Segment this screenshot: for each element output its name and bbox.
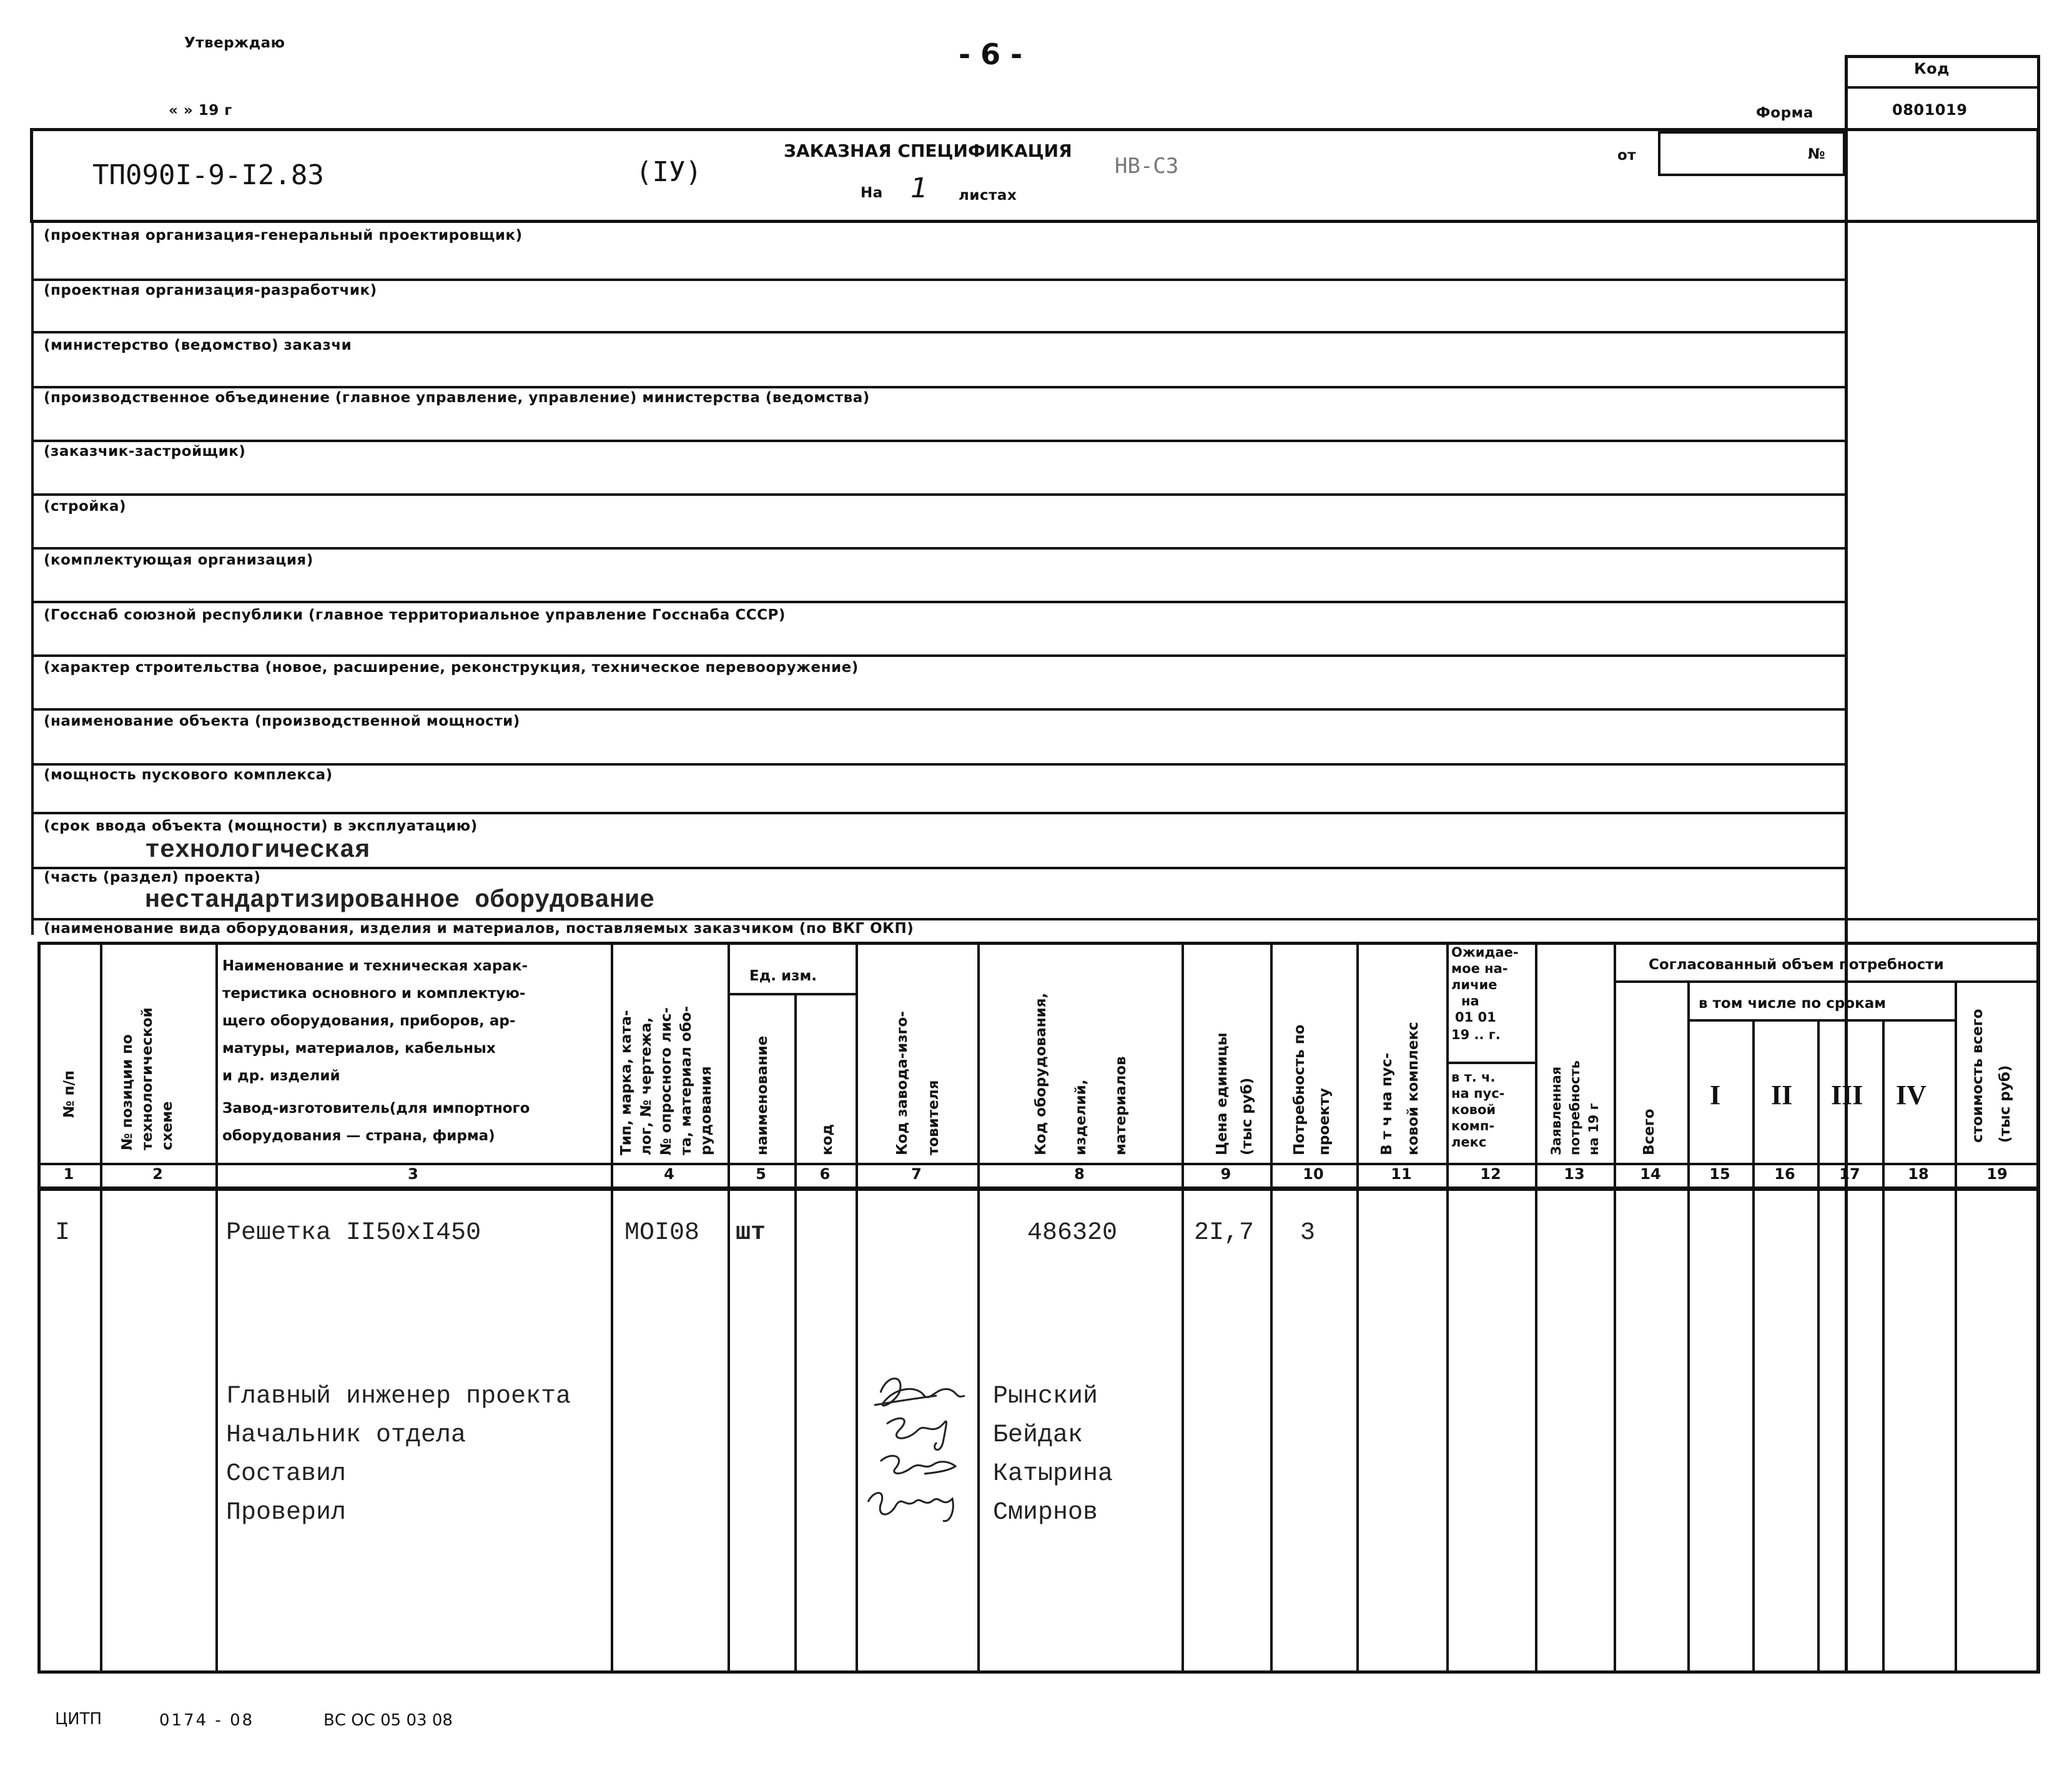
h-quarter-4: IV bbox=[1896, 1080, 1926, 1110]
h-quarter-2: II bbox=[1771, 1080, 1793, 1110]
typed-equipment-kind: нестандартизированное оборудование bbox=[145, 887, 655, 915]
h-equip-code-1: Код оборудования, bbox=[1033, 992, 1049, 1155]
page-number: - 6 - bbox=[959, 37, 1023, 71]
code-label: Код bbox=[1914, 60, 1950, 77]
approve-label: Утверждаю bbox=[184, 35, 285, 51]
row-item-name: Решетка II50хI450 bbox=[226, 1219, 481, 1247]
col-line bbox=[1817, 1019, 1820, 1674]
field-customer: (заказчик-застройщик) bbox=[44, 443, 246, 460]
h-name-1: Наименование и техническая харак- bbox=[222, 958, 528, 974]
field-general-designer: (проектная организация-генеральный проектировщик) bbox=[44, 227, 523, 244]
h-equip-code-2: изделий, bbox=[1073, 1079, 1089, 1155]
h-expected-launch-3: ковой bbox=[1451, 1102, 1496, 1117]
h-by-terms: в том числе по срокам bbox=[1699, 995, 1887, 1012]
h-cost-1: стоимость всего bbox=[1970, 1009, 1986, 1143]
field-commission-date: (срок ввода объекта (мощности) в эксплуатацию) bbox=[44, 818, 478, 834]
col-number: 2 bbox=[152, 1165, 163, 1183]
h-need-2: проекту bbox=[1316, 1088, 1333, 1155]
field-ministry: (министерство (ведомство) заказчи bbox=[44, 337, 352, 353]
col-number: 19 bbox=[1986, 1165, 2008, 1183]
h-name-2: теристика основного и комплектую- bbox=[222, 985, 526, 1002]
h-type-3: № опросного лис- bbox=[658, 1007, 674, 1155]
h-expected-launch-5: лекс bbox=[1451, 1135, 1487, 1150]
h-type-5: рудования bbox=[698, 1066, 714, 1155]
field-line bbox=[31, 279, 1845, 281]
col-line bbox=[611, 942, 613, 1674]
signature-role: Составил bbox=[226, 1460, 347, 1488]
col-line bbox=[1882, 1019, 1885, 1674]
field-object-name: (наименование объекта (производственной мощности) bbox=[44, 713, 520, 729]
h-row-number: № п/п bbox=[61, 1070, 77, 1118]
field-capacity: (мощность пускового комплекса) bbox=[44, 767, 333, 783]
field-line bbox=[31, 331, 1845, 333]
col-number: 12 bbox=[1480, 1165, 1501, 1183]
field-line bbox=[31, 763, 1845, 766]
field-project-part: (часть (раздел) проекта) bbox=[44, 869, 261, 886]
row-unit: шт bbox=[736, 1219, 766, 1247]
signature-name: Бейдак bbox=[993, 1421, 1083, 1449]
h-unit-code: код bbox=[819, 1124, 836, 1155]
row-equipment-code: 486320 bbox=[1027, 1219, 1118, 1247]
col-number: 17 bbox=[1839, 1165, 1860, 1183]
h-maker-code-2: товителя bbox=[925, 1080, 942, 1155]
h-unit: Ед. изм. bbox=[749, 968, 817, 984]
field-line bbox=[31, 654, 1845, 657]
col-line bbox=[1614, 942, 1616, 1674]
h-quarter-1: I bbox=[1710, 1080, 1721, 1110]
col-number: 15 bbox=[1709, 1165, 1730, 1183]
h-expected-4: на bbox=[1461, 994, 1479, 1009]
signature-name: Рынский bbox=[993, 1383, 1098, 1411]
h-name-4: матуры, материалов, кабельных bbox=[222, 1040, 496, 1057]
col-number: 6 bbox=[819, 1165, 831, 1183]
footer-ref: ВС ОС 05 03 08 bbox=[323, 1711, 453, 1730]
col-number: 18 bbox=[1908, 1165, 1929, 1183]
h-position: № позиции по технологической схеме bbox=[119, 1007, 175, 1150]
h-declared-2: потребность bbox=[1567, 1060, 1582, 1155]
field-gossnab: (Госснаб союзной республики (главное территориальное управление Госснаба СССР) bbox=[44, 607, 786, 623]
col-number: 3 bbox=[408, 1165, 418, 1183]
col-number: 9 bbox=[1220, 1165, 1231, 1183]
row-quantity: 3 bbox=[1300, 1219, 1316, 1247]
h-expected-launch-2: на пус- bbox=[1451, 1086, 1505, 1101]
h-maker-code-1: Код завода-изго- bbox=[894, 1011, 910, 1155]
agreed-subheader-line bbox=[1614, 980, 2040, 983]
col-number: 11 bbox=[1391, 1165, 1412, 1183]
h-price-1: Цена единицы bbox=[1214, 1032, 1230, 1155]
col-line bbox=[794, 993, 797, 1674]
number-row-line bbox=[37, 1187, 2040, 1191]
col-line bbox=[728, 942, 730, 1674]
col-number: 7 bbox=[911, 1165, 922, 1183]
project-code: ТП090I-9-I2.83 bbox=[92, 159, 324, 191]
h-type-4: та, материал обо- bbox=[678, 1005, 694, 1155]
h-declared-1: Заявленная bbox=[1549, 1066, 1564, 1155]
col-line bbox=[1356, 942, 1359, 1674]
signature-role: Главный инженер проекта bbox=[226, 1383, 571, 1411]
field-construction-type: (характер строительства (новое, расширение, реконструкция, техническое перевооружение) bbox=[44, 659, 859, 676]
h-unit-name: наименование bbox=[754, 1035, 771, 1155]
form-label: Форма bbox=[1756, 105, 1813, 121]
field-line bbox=[31, 440, 1845, 442]
signature-name: Смирнов bbox=[993, 1499, 1098, 1527]
h-expected-6: 19 .. г. bbox=[1451, 1027, 1501, 1042]
field-line bbox=[31, 386, 1845, 388]
col-line bbox=[977, 942, 980, 1674]
field-completing-org: (комплектующая организация) bbox=[44, 552, 313, 568]
col-number: 10 bbox=[1303, 1165, 1324, 1183]
field-line bbox=[31, 601, 1845, 603]
col-number: 5 bbox=[756, 1165, 766, 1183]
field-designer: (проектная организация-разработчик) bbox=[44, 282, 377, 298]
col-number: 13 bbox=[1564, 1165, 1585, 1183]
h-equip-code-3: материалов bbox=[1113, 1056, 1129, 1155]
expected-subheader-line bbox=[1446, 1062, 1535, 1064]
col-number: 8 bbox=[1074, 1165, 1085, 1183]
field-line bbox=[31, 493, 1845, 496]
handwritten-signatures bbox=[862, 1368, 974, 1542]
signature-role: Проверил bbox=[226, 1499, 347, 1527]
h-agreed: Согласованный объем потребности bbox=[1649, 957, 1944, 973]
h-expected-2: мое на- bbox=[1451, 961, 1508, 976]
footer-order: 0174 - 08 bbox=[159, 1711, 255, 1730]
col-line bbox=[100, 942, 102, 1674]
col-line bbox=[1446, 942, 1449, 1674]
volume-number: (IУ) bbox=[636, 156, 702, 188]
unit-subheader-line bbox=[728, 993, 856, 995]
spec-number: НВ-С3 bbox=[1115, 154, 1179, 179]
col-line bbox=[1270, 942, 1273, 1674]
from-label: от bbox=[1617, 147, 1637, 164]
col-line bbox=[1182, 942, 1184, 1674]
document-title: ЗАКАЗНАЯ СПЕЦИФИКАЦИЯ bbox=[784, 141, 1072, 161]
approve-date-line: « » 19 г bbox=[169, 102, 232, 119]
field-line bbox=[31, 708, 1845, 711]
h-cost-2: (тыс руб) bbox=[1997, 1065, 2013, 1143]
left-border bbox=[31, 223, 34, 935]
h-launch-2: ковой комплекс bbox=[1405, 1022, 1421, 1155]
form-code: 0801019 bbox=[1892, 101, 1968, 119]
footer-org: ЦИТП bbox=[55, 1710, 102, 1729]
h-name-7: оборудования — страна, фирма) bbox=[222, 1128, 495, 1144]
typed-section: технологическая bbox=[145, 837, 370, 865]
col-number: 14 bbox=[1640, 1165, 1661, 1183]
h-type-2: лог, № чертежа, bbox=[638, 1017, 654, 1155]
row-number: I bbox=[55, 1219, 71, 1247]
field-line bbox=[31, 867, 1845, 869]
sheets-prefix: На bbox=[861, 185, 883, 201]
signature-name: Катырина bbox=[993, 1460, 1113, 1488]
sheets-value: 1 bbox=[910, 172, 928, 204]
field-construction: (стройка) bbox=[44, 498, 126, 515]
h-expected-launch-1: в т. ч. bbox=[1451, 1070, 1496, 1085]
code-divider bbox=[1845, 86, 2040, 89]
field-line bbox=[31, 547, 1845, 550]
col-line bbox=[1752, 1019, 1755, 1674]
h-name-6: Завод-изготовитель(для импортного bbox=[222, 1100, 530, 1117]
sheets-suffix: листах bbox=[959, 187, 1017, 204]
field-equipment-kind: (наименование вида оборудования, изделия и материалов, поставляемых заказчиком (по ВКГ ОКП) bbox=[44, 920, 914, 937]
h-price-2: (тыс руб) bbox=[1239, 1077, 1255, 1155]
h-quarter-3: III bbox=[1831, 1080, 1863, 1110]
field-association: (производственное объединение (главное управление, управление) министерства (ведомства) bbox=[44, 390, 870, 406]
col-line bbox=[856, 942, 858, 1674]
h-type-1: Тип, марка, ката- bbox=[618, 1010, 634, 1155]
h-expected-3: личие bbox=[1451, 977, 1497, 992]
col-number: 4 bbox=[664, 1165, 674, 1183]
row-price: 2I,7 bbox=[1194, 1219, 1255, 1247]
field-line bbox=[31, 812, 1845, 814]
h-need-1: Потребность по bbox=[1291, 1024, 1308, 1155]
terms-subheader-line bbox=[1687, 1019, 1955, 1022]
col-line bbox=[215, 942, 218, 1674]
number-label: № bbox=[1808, 146, 1826, 162]
h-expected-1: Ожидае- bbox=[1451, 945, 1519, 960]
h-launch-1: В т ч на пус- bbox=[1379, 1052, 1395, 1155]
h-name-3: щего оборудования, приборов, ар- bbox=[222, 1013, 516, 1029]
h-expected-5: 01 01 bbox=[1455, 1010, 1496, 1025]
h-total: Всего bbox=[1641, 1108, 1657, 1155]
col-line bbox=[1955, 980, 1957, 1674]
col-line bbox=[1687, 980, 1690, 1674]
h-expected-launch-4: комп- bbox=[1451, 1118, 1495, 1133]
col-number: 1 bbox=[63, 1165, 74, 1183]
h-declared-3: на 19 г bbox=[1586, 1103, 1601, 1155]
h-name-5: и др. изделий bbox=[222, 1068, 340, 1084]
col-number: 16 bbox=[1774, 1165, 1795, 1183]
signature-role: Начальник отдела bbox=[226, 1421, 466, 1449]
row-item-type: МОI08 bbox=[624, 1219, 700, 1247]
col-line bbox=[1535, 942, 1537, 1674]
